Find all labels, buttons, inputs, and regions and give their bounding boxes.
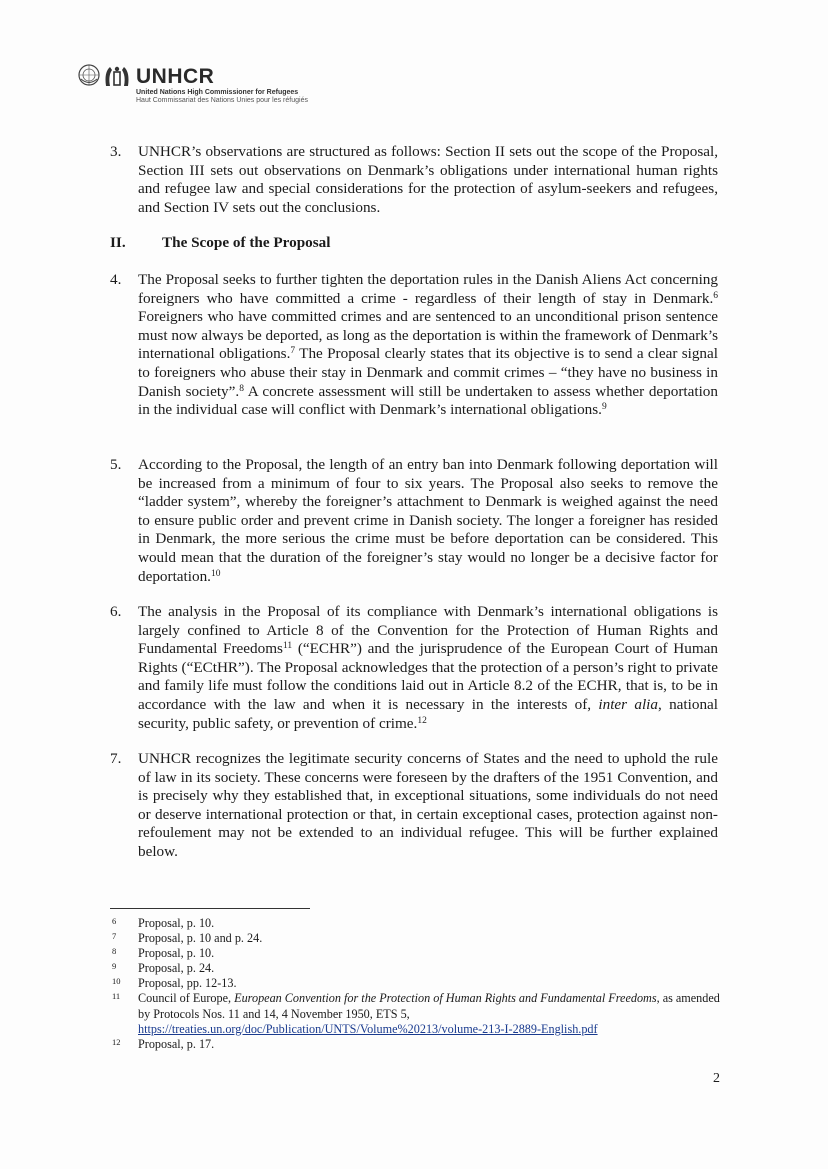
paragraph-number: 4. xyxy=(110,271,122,288)
paragraph-3 xyxy=(110,143,718,217)
footnote-ref[interactable]: 11 xyxy=(282,641,293,652)
paragraph-text: The analysis in the Proposal of its compliance with Denmark’s international obligations is largely confined to Article 8 of the Convention for the Protection of Human Rights and Fundamental Freedoms$^{11}$ (“ECHR”) and the jurisprudence of the European Court of Human Rights (“ECtHR”). The Proposal acknowledges that the protection of a person’s right to private and family life must follow the conditions laid out in Article 8.2 of the ECHR, that is, to be in accordance with the law and when it is necessary in the interests of, inter alia, national security, public safety, or prevention of crime.$^{12}$ xyxy=(138,603,719,732)
paragraph-6 xyxy=(110,603,718,733)
paragraph-number: 3. xyxy=(110,143,122,160)
footnote-ref[interactable]: 8 xyxy=(239,383,244,394)
paragraph-text: The Proposal seeks to further tighten the deportation rules in the Danish Aliens Act concerning foreigners who have committed a crime - regardless of their length of stay in Denmark.$^6$ Foreigners who have committed crimes and are sentenced to an unconditional prison sentence must now always be deported, as long as the deportation is within the framework of Denmark’s international obligations.$^7$ The Proposal clearly states that its objective is to send a clear signal to foreigners who abuse their stay in Denmark and commit crimes – “they have no business in Danish society”.$^8$ A concrete assessment will still be undertaken to assess whether deportation in the individual case will conflict with Denmark’s international obligations.$^9$ xyxy=(138,271,718,419)
footnotes xyxy=(112,916,732,1052)
unhcr-logo xyxy=(78,64,308,104)
paragraph-number: 6. xyxy=(110,603,122,620)
footnote-ref[interactable]: 12 xyxy=(417,715,427,726)
section-number: II. xyxy=(110,234,126,251)
org-name-en: United Nations High Commissioner for Refugees xyxy=(136,89,299,96)
unhcr-hands-icon xyxy=(102,64,132,88)
footnote: 12 Proposal, p. 17. xyxy=(112,1036,215,1051)
paragraph-text: According to the Proposal, the length of an entry ban into Denmark following deportation will be increased from a minimum of four to six years. The Proposal also seeks to remove the “ladder system”, whereby the foreigner’s attachment to Denmark is weighed against the need to ensure public order and prevent crime in Danish society. The longer a foreigner has resided in Denmark, the more serious the crime must be before deportation can be considered. This would mean that the duration of the foreigner’s stay would no longer be a decisive factor for deportation.$^{10}$ xyxy=(138,456,718,585)
footnote-ref[interactable]: 9 xyxy=(601,402,607,413)
footnote: 9 Proposal, p. 24. xyxy=(112,961,215,976)
footnote-ref[interactable]: 10 xyxy=(210,568,221,579)
footnote-ref[interactable]: 6 xyxy=(713,290,718,301)
paragraph-text: UNHCR’s observations are structured as follows: Section II sets out the scope of the Proposal, Section III sets out observations on Denmark’s obligations under international human rights and refugee law and special considerations for the protection of asylum-seekers and refugees, and Section IV sets out the conclusions. xyxy=(138,143,718,216)
un-emblem-icon xyxy=(78,64,100,86)
paragraph-5 xyxy=(110,456,718,586)
paragraph-text: UNHCR recognizes the legitimate security concerns of States and the need to uphold the rule of law in its society. These concerns were foreseen by the drafters of the 1951 Convention, and is precisely why they established that, in exceptional situations, some individuals do not need or deserve international protection or that, in certain exceptional cases, protection against non-refoulement may not be extended to an individual refugee. This will be further explained below. xyxy=(138,750,718,860)
org-name-fr: Haut Commissariat des Nations Unies pour les réfugiés xyxy=(136,97,308,104)
treaty-link[interactable]: https://treaties.un.org/doc/Publication/UNTS/Volume%20213/volume-213-I-2889-English.pdf xyxy=(138,1021,598,1036)
page-number: 2 xyxy=(713,1071,720,1086)
section-title: The Scope of the Proposal xyxy=(162,234,331,251)
footnote: 6 Proposal, p. 10. xyxy=(112,916,215,930)
paragraph-number: 5. xyxy=(110,456,122,473)
footnote-divider xyxy=(110,908,310,909)
footnote: 7 Proposal, p. 10 and p. 24. xyxy=(112,931,263,946)
paragraph-4 xyxy=(110,271,718,420)
section-heading xyxy=(110,234,330,252)
paragraph-7 xyxy=(110,750,718,862)
footnote-ref[interactable]: 7 xyxy=(290,346,296,357)
brand-name: UNHCR xyxy=(136,65,215,88)
paragraph-number: 7. xyxy=(110,750,122,767)
footnote: 10 Proposal, pp. 12-13. xyxy=(112,976,237,991)
footnote: 11 Council of Europe, European Convention for the Protection of Human Rights and Fundamental Freedoms, as amended by Protocols Nos. 11 and 14, 4 November 1950, ETS 5, https://treaties.un.org/doc/Publication/UNTS/Volume%20213/volume-213-I-2889-English.pdf xyxy=(112,991,720,1036)
footnote: 8 Proposal, p. 10. xyxy=(112,946,215,961)
